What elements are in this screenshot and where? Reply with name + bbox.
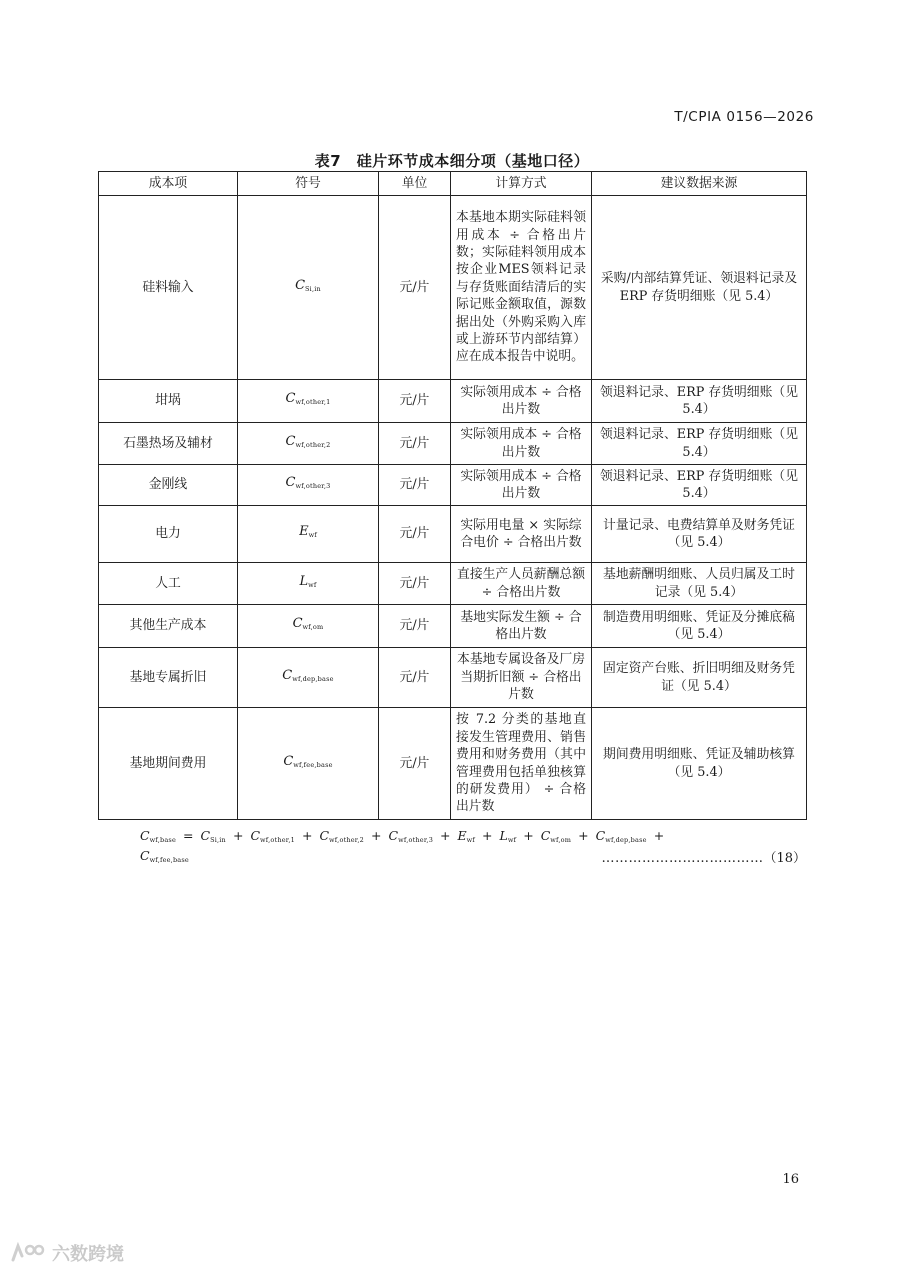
- table-title: 表7 硅片环节成本细分项（基地口径）: [314, 152, 590, 170]
- formula-symbol: $C_{wf,other,3}$: [388, 828, 434, 844]
- plus-sign: +: [523, 828, 534, 843]
- plus-sign: +: [653, 828, 665, 843]
- watermark-logo-icon: [10, 1242, 46, 1264]
- formula-symbol-subscript: wf,other,3: [398, 836, 434, 844]
- page-number: 16: [782, 1172, 799, 1187]
- table-row: [99, 423, 807, 465]
- table-row: [99, 605, 807, 648]
- cost-symbol: $C_{wf,dep,base}$: [282, 667, 334, 683]
- cost-symbol: $C_{wf,om}$: [292, 616, 324, 632]
- column-header-source: 建议数据来源: [592, 172, 807, 196]
- cost-symbol: $C_{wf,other,3}$: [285, 475, 331, 491]
- formula-symbol: $C_{wf,other,1}$: [250, 828, 295, 844]
- watermark-text: 六数跨境: [52, 1244, 124, 1265]
- column-header-calc: 计算方式: [451, 172, 592, 196]
- formula-symbol-subscript: wf,om: [550, 836, 572, 844]
- cost-symbol: $E_{wf}$: [299, 524, 317, 540]
- unit-cell: 元/片: [379, 648, 451, 708]
- leader-dots: ………………………………: [601, 851, 764, 866]
- data-source-cell: 领退料记录、ERP 存货明细账（见 5.4）: [592, 380, 807, 423]
- equation-number-leader: [601, 847, 806, 866]
- unit-cell: 元/片: [379, 708, 451, 820]
- table-row: [99, 465, 807, 506]
- plus-sign: +: [232, 828, 244, 843]
- cost-item-cell: 硅料输入: [99, 196, 238, 380]
- table-row: [99, 380, 807, 423]
- table-row: [99, 506, 807, 563]
- plus-sign: +: [482, 828, 493, 843]
- unit-cell: 元/片: [379, 380, 451, 423]
- unit-cell: 元/片: [379, 605, 451, 648]
- formula-symbol: $C_{wf,om}$: [540, 828, 572, 844]
- data-source-cell: 固定资产台账、折旧明细及财务凭证（见 5.4）: [592, 648, 807, 708]
- cost-item-cell: 基地期间费用: [99, 708, 238, 820]
- unit-cell: 元/片: [379, 563, 451, 605]
- formula-symbol: $E_{wf}$: [457, 828, 476, 844]
- calc-method-cell: 本基地专属设备及厂房当期折旧额 ÷ 合格出片数: [451, 648, 592, 708]
- cost-symbol-subscript: wf,dep,base: [292, 674, 334, 683]
- plus-sign: +: [301, 828, 313, 843]
- symbol-cell: [238, 423, 379, 465]
- cost-item-cell: 金刚线: [99, 465, 238, 506]
- data-source-cell: 计量记录、电费结算单及财务凭证（见 5.4）: [592, 506, 807, 563]
- symbol-cell: [238, 648, 379, 708]
- equation-number: （18）: [763, 851, 806, 866]
- cost-item-cell: 人工: [99, 563, 238, 605]
- calc-method-cell: 实际领用成本 ÷ 合格出片数: [451, 380, 592, 423]
- symbol-cell: [238, 708, 379, 820]
- data-source-cell: 制造费用明细账、凭证及分摊底稿（见 5.4）: [592, 605, 807, 648]
- cost-symbol: $C_{wf,fee,base}$: [283, 753, 333, 769]
- table-row: [99, 196, 807, 380]
- plus-sign: +: [440, 828, 451, 843]
- symbol-cell: [238, 506, 379, 563]
- formula-symbol: $C_{wf,base}$: [140, 828, 177, 844]
- unit-cell: 元/片: [379, 196, 451, 380]
- unit-cell: 元/片: [379, 506, 451, 563]
- formula-symbol: $L_{wf}$: [499, 828, 517, 844]
- cost-item-cell: 其他生产成本: [99, 605, 238, 648]
- symbol-cell: [238, 380, 379, 423]
- column-header-unit: 单位: [379, 172, 451, 196]
- formula-symbol: $C_{Si,in}$: [200, 828, 226, 844]
- formula-symbol-subscript: wf,dep,base: [605, 836, 647, 844]
- formula-symbol-subscript: wf: [466, 836, 476, 844]
- table-row: [99, 648, 807, 708]
- unit-cell: 元/片: [379, 423, 451, 465]
- calc-method-cell: 实际用电量 × 实际综合电价 ÷ 合格出片数: [451, 506, 592, 563]
- calc-method-cell: 实际领用成本 ÷ 合格出片数: [451, 465, 592, 506]
- cost-item-cell: 基地专属折旧: [99, 648, 238, 708]
- formula-symbol-subscript: wf,base: [149, 836, 177, 844]
- calc-method-cell: 按 7.2 分类的基地直接发生管理费用、销售费用和财务费用（其中管理费用包括单独核算的研发费用） ÷ 合格出片数: [451, 708, 592, 820]
- cost-symbol: $C_{wf,other,2}$: [285, 433, 331, 449]
- formula-symbol-subscript: wf,other,2: [329, 836, 365, 844]
- equation-line-2: [140, 848, 189, 864]
- data-source-cell: 期间费用明细账、凭证及辅助核算（见 5.4）: [592, 708, 807, 820]
- data-source-cell: 领退料记录、ERP 存货明细账（见 5.4）: [592, 465, 807, 506]
- symbol-cell: [238, 563, 379, 605]
- calc-method-cell: 本基地本期实际硅料领用成本 ÷ 合格出片数；实际硅料领用成本按企业MES领料记录与存货账面结清后的实际记账金额取值，源数据出处（外购采购入库或上游环节内部结算）应在成本报告中说明。: [451, 196, 592, 380]
- cost-item-cell: 电力: [99, 506, 238, 563]
- cost-symbol-subscript: wf: [308, 580, 317, 589]
- data-source-cell: 采购/内部结算凭证、领退料记录及 ERP 存货明细账（见 5.4）: [592, 196, 807, 380]
- cost-item-cell: 石墨热场及辅材: [99, 423, 238, 465]
- cost-symbol-subscript: wf,fee,base: [293, 760, 333, 769]
- cost-symbol-subscript: wf,other,2: [295, 440, 331, 449]
- formula-symbol: $C_{wf,other,2}$: [319, 828, 365, 844]
- calc-method-cell: 实际领用成本 ÷ 合格出片数: [451, 423, 592, 465]
- cost-symbol-subscript: Si,in: [305, 284, 321, 293]
- plus-sign: +: [371, 828, 382, 843]
- cost-symbol: $C_{Si,in}$: [295, 277, 321, 293]
- calc-method-cell: 直接生产人员薪酬总额 ÷ 合格出片数: [451, 563, 592, 605]
- formula-symbol-subscript: wf,fee,base: [149, 856, 189, 864]
- document-code: T/CPIA 0156—2026: [674, 109, 814, 125]
- cost-symbol-subscript: wf,other,3: [295, 482, 331, 491]
- plus-sign: +: [578, 828, 589, 843]
- formula-symbol: $C_{wf,dep,base}$: [595, 828, 647, 844]
- formula-symbol-subscript: Si,in: [210, 836, 226, 844]
- cost-symbol: $L_{wf}$: [299, 573, 317, 589]
- formula-symbol-subscript: wf,other,1: [260, 836, 295, 844]
- cost-symbol-subscript: wf,om: [302, 623, 324, 632]
- unit-cell: 元/片: [379, 465, 451, 506]
- table-row: [99, 708, 807, 820]
- cost-symbol-subscript: wf: [308, 531, 317, 540]
- symbol-cell: [238, 196, 379, 380]
- column-header-symbol: 符号: [238, 172, 379, 196]
- data-source-cell: 领退料记录、ERP 存货明细账（见 5.4）: [592, 423, 807, 465]
- table-header-row: [99, 172, 807, 196]
- calc-method-cell: 基地实际发生额 ÷ 合格出片数: [451, 605, 592, 648]
- cost-item-cell: 坩埚: [99, 380, 238, 423]
- symbol-cell: [238, 605, 379, 648]
- formula-symbol-subscript: wf: [507, 836, 517, 844]
- cost-symbol-subscript: wf,other,1: [295, 398, 331, 407]
- column-header-item: 成本项: [99, 172, 238, 196]
- table-body: [99, 196, 807, 820]
- formula-symbol: $C_{wf,fee,base}$: [140, 848, 189, 864]
- equation-line-1: [140, 828, 671, 844]
- symbol-cell: [238, 465, 379, 506]
- data-source-cell: 基地薪酬明细账、人员归属及工时记录（见 5.4）: [592, 563, 807, 605]
- equals-sign: =: [183, 828, 194, 843]
- cost-breakdown-table: [98, 171, 807, 820]
- cost-symbol: $C_{wf,other,1}$: [285, 391, 331, 407]
- table-row: [99, 563, 807, 605]
- watermark: [10, 1240, 124, 1266]
